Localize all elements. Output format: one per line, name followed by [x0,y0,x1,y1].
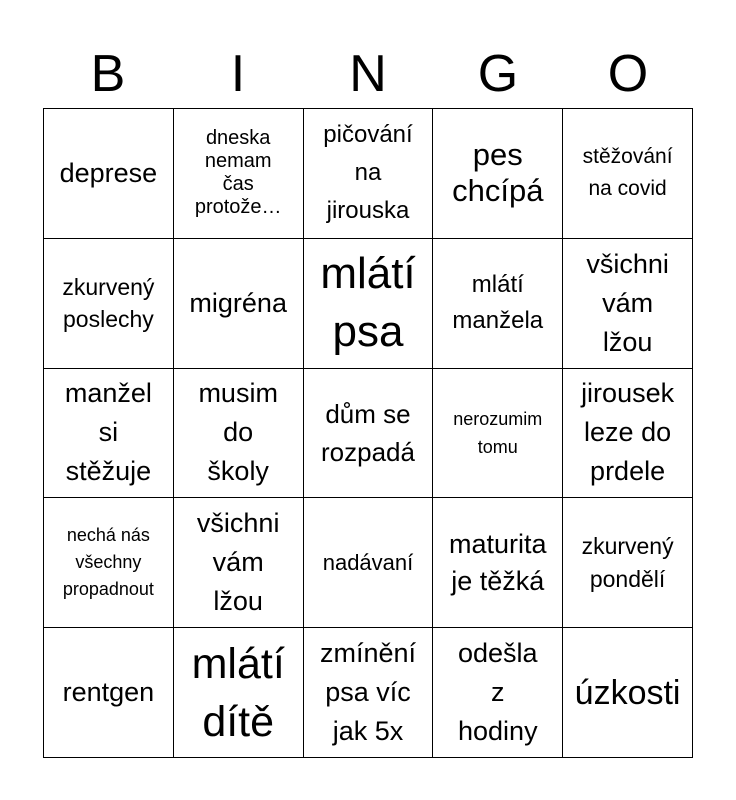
bingo-cell[interactable] [304,498,434,628]
header-letter-g: G [477,45,519,103]
header-letter-i: I [230,45,246,103]
header-letter-n: N [349,45,387,103]
header-letter-b: B [90,45,126,103]
bingo-cell[interactable] [304,109,434,239]
bingo-cell[interactable] [563,239,693,369]
bingo-header [43,40,693,108]
header-letter-o: O [607,45,649,103]
cell-text: mlátí manžela [452,271,544,335]
cell-text: rentgen [62,677,155,708]
cell-text: pičování na jirouska [323,121,413,225]
bingo-cell[interactable] [563,369,693,499]
bingo-cell[interactable] [304,628,434,758]
cell-text: nechá nás všechny propadnout [62,525,154,600]
cell-text: zkurvený poslechy [62,274,155,333]
bingo-cell[interactable] [433,239,563,369]
bingo-cell[interactable] [174,628,304,758]
cell-text: migréna [189,287,287,318]
cell-text: všichni vám lžou [586,248,669,357]
bingo-cell[interactable] [44,628,174,758]
cell-text: stěžování na covid [582,145,673,201]
bingo-cell[interactable] [433,369,563,499]
cell-text: dům se rozpadá [321,398,415,467]
bingo-cell[interactable] [433,109,563,239]
bingo-board [43,108,693,758]
cell-text: mlátí dítě [191,639,285,746]
cell-text: všichni vám lžou [196,508,280,617]
cell-text: nadávaní [322,550,414,576]
cell-text: manžel si stěžuje [64,378,152,487]
bingo-cell[interactable] [563,498,693,628]
bingo-cell[interactable] [44,109,174,239]
cell-text: zkurvený pondělí [581,532,674,592]
bingo-cell[interactable] [44,239,174,369]
bingo-cell[interactable] [174,498,304,628]
cell-text: odešla z hodiny [458,638,538,747]
bingo-cell[interactable] [433,628,563,758]
bingo-cell[interactable] [44,369,174,499]
bingo-cell[interactable] [174,239,304,369]
bingo-cell[interactable] [563,109,693,239]
bingo-cell[interactable] [304,239,434,369]
bingo-cell[interactable] [174,109,304,239]
bingo-cell[interactable] [174,369,304,499]
bingo-cell[interactable] [433,498,563,628]
cell-text: nerozumim tomu [453,408,543,457]
cell-text: pes chcípá [452,137,544,209]
cell-text: maturita je těžká [449,528,547,596]
cell-text: zmínění psa víc jak 5x [319,638,417,747]
bingo-cell[interactable] [304,369,434,499]
cell-text: úzkosti [574,673,681,712]
cell-text: mlátí psa [320,249,416,357]
cell-text: deprese [59,157,158,188]
bingo-cell[interactable] [563,628,693,758]
cell-text: musim do školy [198,378,278,487]
bingo-cell[interactable] [44,498,174,628]
cell-text: dneska nemam čas protože… [194,127,282,219]
cell-text: jirousek leze do prdele [581,378,675,487]
